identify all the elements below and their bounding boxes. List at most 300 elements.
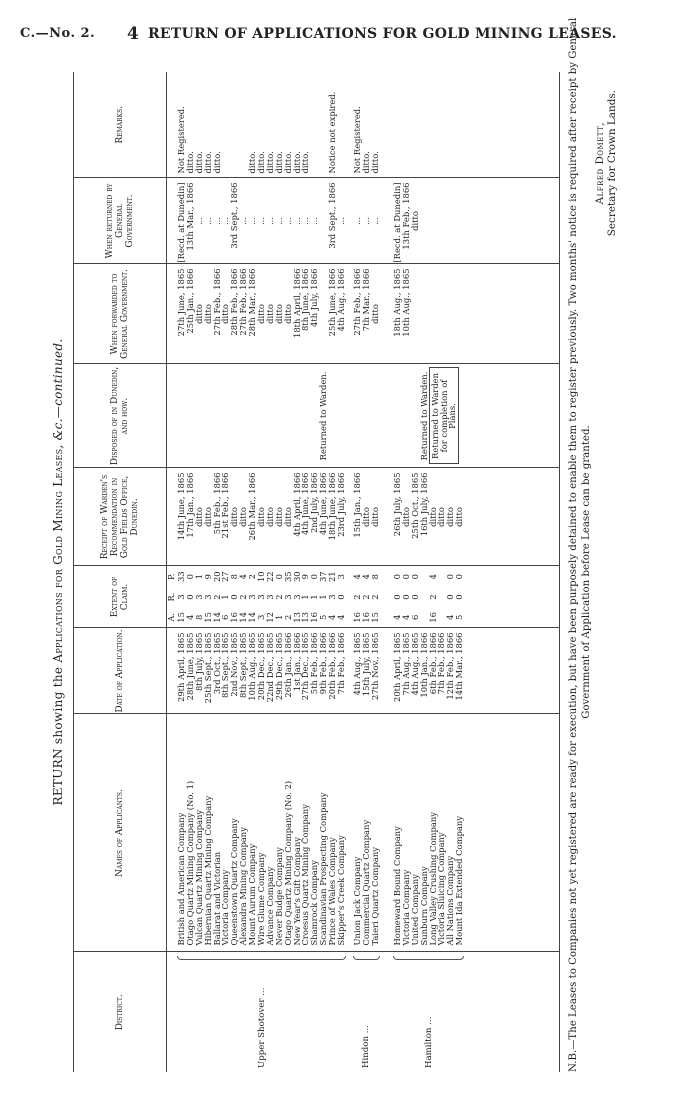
date-cell	[167, 628, 560, 714]
forwarded-date: ditto	[264, 304, 275, 324]
claim-p: 0	[273, 574, 284, 580]
warden-receipt-date: ditto	[264, 507, 275, 527]
claim-p: 0	[454, 574, 465, 580]
claim-r: 0	[454, 594, 465, 600]
applicant-name: Croesus Quartz Mining Company	[300, 804, 311, 946]
rem-block	[393, 72, 464, 178]
remark	[446, 72, 455, 178]
rec-block	[177, 469, 346, 566]
warden-receipt-date: 26th July, 1865	[392, 472, 402, 537]
claim-p: 30	[291, 571, 302, 583]
application-date: 7th Aug., 1865	[400, 632, 411, 696]
claim-a: 5	[454, 614, 465, 621]
claim-r: 2	[369, 594, 380, 600]
applicant-name: Victoria Company	[220, 869, 231, 946]
applicant-name: Never Budge Company	[273, 847, 284, 946]
application-date: 8th July, 1865	[193, 632, 204, 691]
claim-a: 15	[369, 612, 380, 623]
claim-a: 15	[202, 612, 213, 623]
claim-r: 0	[229, 594, 240, 600]
ret-block	[177, 179, 346, 264]
forwarded-date: ditto	[202, 304, 213, 324]
rec-block	[353, 469, 380, 566]
application-date: 12th Feb., 1866	[445, 632, 456, 700]
returned-date	[446, 179, 455, 264]
remark	[221, 72, 230, 178]
applicant-name: Victoria Sluicing Company	[436, 832, 447, 946]
forwarded-date: ditto	[282, 304, 293, 324]
applicant-name: All Nations Company	[445, 855, 456, 946]
application-date: 1st Jan., 1866	[291, 632, 302, 692]
claim-p: 20	[211, 571, 222, 583]
claim-r: 3	[327, 594, 338, 600]
returned-date: ...	[291, 217, 302, 225]
applicant-name: Vulcan Quartz Mining Company	[193, 809, 204, 946]
unit-r: R.	[167, 592, 176, 602]
warden-receipt-date: 25th Oct., 1865	[409, 472, 420, 539]
warden-receipt-date: 4th June, 1866	[300, 472, 311, 535]
returned-date: ...	[300, 217, 311, 225]
caption-main: Applications for Gold Mining Leases	[51, 448, 65, 663]
returned-date: ...	[336, 217, 347, 225]
claim-r: 3	[256, 594, 267, 600]
forwarded-date: ditto	[220, 304, 231, 324]
application-date: 8th Sept., 1865	[238, 632, 249, 698]
footnote	[568, 17, 593, 1072]
claim-p: 22	[264, 571, 275, 583]
application-date: 7th Feb., 1866	[336, 632, 347, 695]
forwarded-date	[429, 265, 438, 364]
district-brace	[177, 957, 346, 961]
application-date: 20th Feb., 1866	[327, 632, 338, 700]
disposed-note-wrap	[420, 365, 429, 468]
extent-cell	[167, 566, 560, 628]
warden-receipt-date: ditto	[229, 507, 240, 527]
remark	[411, 72, 420, 178]
claim-r: 3	[193, 594, 204, 600]
warden-receipt-date: ditto	[454, 507, 465, 527]
claim-a: 14	[238, 612, 249, 623]
returned-date: ...	[360, 217, 371, 225]
returned-date: ...	[193, 217, 204, 225]
remark: ditto.	[291, 151, 302, 174]
page-header	[20, 26, 680, 48]
disposed-note: Returned to Warden.	[418, 371, 429, 461]
returned-date: ...	[220, 217, 231, 225]
applicant-name: Victoria Company	[400, 869, 411, 946]
receipt-cell	[167, 468, 560, 566]
claim-extent	[411, 567, 420, 628]
returned-date	[455, 179, 464, 264]
forwarded-date: 25th June, 1866	[327, 268, 338, 337]
col-names: Names of Applicants.	[74, 714, 167, 952]
applicant-name: Alexandra Mining Company	[238, 827, 249, 946]
forwarded-date: 10th Aug., 1865	[400, 268, 411, 337]
disposed-note: Returned to Warden.	[318, 371, 329, 461]
applicant-name: Hibernian Quartz Mining Company	[202, 795, 213, 946]
remark: ditto.	[211, 151, 222, 174]
claim-a: 4	[184, 614, 195, 621]
date-block	[393, 629, 464, 714]
applicant-name: Union Jack Company	[352, 856, 362, 946]
claim-a: 13	[300, 612, 311, 623]
forwarded-date: ditto	[193, 304, 204, 324]
claim-a: 15	[176, 612, 186, 623]
col-returned: When returned by General Government.	[74, 178, 167, 264]
claim-r: 3	[247, 594, 258, 600]
claim-p: 3	[336, 574, 347, 580]
claim-a: 14	[211, 612, 222, 623]
warden-receipt-date: 14th June, 1865	[176, 472, 186, 541]
application-date: 8th Sept., 1865	[220, 632, 231, 698]
signature	[594, 90, 618, 236]
forwarded-date: ditto	[369, 304, 380, 324]
names-block	[177, 715, 346, 952]
claim-p: 8	[229, 574, 240, 580]
application-date: 9th Feb., 1866	[318, 632, 329, 695]
applicant-name: Taieri Quartz Company	[369, 847, 380, 946]
district-name: Hamilton ...	[423, 1016, 434, 1068]
signature-title: Secretary for Crown Lands.	[606, 90, 618, 237]
claim-a: 5	[318, 614, 329, 621]
application-date: 29th April, 1865	[176, 632, 186, 702]
claim-a: 4	[336, 614, 347, 621]
forwarded-date	[420, 265, 429, 364]
signature-name: Alfred Domett,	[594, 121, 606, 205]
disposed-cell	[167, 364, 560, 468]
unit-p: P.	[167, 573, 176, 580]
claim-p: 1	[193, 574, 204, 580]
remark: Not Registered.	[176, 106, 186, 174]
claim-a: 6	[409, 614, 420, 621]
remark	[393, 72, 402, 178]
remark	[402, 72, 411, 178]
table-body-row	[167, 72, 560, 1072]
claim-r: 2	[427, 594, 438, 600]
col-extent-label: Extent of Claim.	[110, 576, 130, 618]
forwarded-date: 18th Aug., 1865	[392, 268, 402, 337]
warden-receipt-date: ditto	[400, 507, 411, 527]
rec-block	[393, 469, 464, 566]
remarks-cell	[167, 72, 560, 178]
remark: ditto.	[273, 151, 284, 174]
returned-cell	[167, 178, 560, 264]
applicant-name: United Company	[409, 874, 420, 946]
returned-date: ...	[282, 217, 293, 225]
col-forwarded: When forwarded to General Government.	[74, 264, 167, 364]
claim-a: 6	[220, 614, 231, 621]
claim-p: 2	[247, 574, 258, 580]
application-date: 7th Feb., 1866	[436, 632, 447, 695]
returned-date: ...	[238, 217, 249, 225]
claim-p: 4	[238, 574, 249, 580]
applicant-name: Otago Quartz Mining Company (No. 1)	[184, 780, 195, 946]
application-date: 2nd Nov., 1865	[229, 632, 240, 697]
application-date: 25th Sept., 1865	[202, 632, 213, 704]
remark: ditto.	[300, 151, 311, 174]
claim-block	[393, 567, 464, 628]
claim-r: 1	[300, 594, 311, 600]
remark: ditto.	[264, 151, 275, 174]
returned-date: ...	[352, 217, 362, 225]
remark	[429, 72, 438, 178]
claim-p: 0	[445, 574, 456, 580]
claim-r: 3	[264, 594, 275, 600]
returned-date: ...	[247, 217, 258, 225]
applicant-name: Ballarat and Victorian	[211, 851, 222, 946]
warden-receipt-date: ditto	[436, 507, 447, 527]
names-block	[353, 715, 380, 952]
claim-r: 0	[400, 594, 411, 600]
warden-receipt-date: 16th July, 1866	[418, 472, 429, 537]
warden-receipt-date: ditto	[202, 507, 213, 527]
warden-receipt-date: ditto	[360, 507, 371, 527]
district-cell	[167, 952, 560, 1072]
applicant-name: Otago Quartz Mining Company (No. 2)	[282, 780, 293, 946]
claim-p: 8	[369, 574, 380, 580]
applicant-name: New Year's Gift Company	[291, 837, 302, 946]
claim-r: 0	[445, 594, 456, 600]
remark	[455, 72, 464, 178]
forwarded-date: 27th Feb., 1866	[352, 268, 362, 336]
application-date: 5th Feb., 1866	[309, 632, 320, 695]
footnote-line-2: Government of Application before Lease can be granted.	[580, 425, 592, 719]
warden-receipt-date: 17th Jan., 1866	[184, 472, 195, 538]
claim-p: 0	[309, 574, 320, 580]
claim-a: 4	[327, 614, 338, 621]
claim-r: 0	[409, 594, 420, 600]
forwarded-date: 18th April, 1866	[291, 268, 302, 338]
remark: ditto.	[184, 151, 195, 174]
disposed-note-wrap	[319, 365, 328, 468]
claim-a: 16	[309, 612, 320, 623]
forwarded-date	[446, 265, 455, 364]
fwd-block	[393, 265, 464, 364]
applicant-name: Prince of Wales Company	[327, 837, 338, 946]
application-date: 28th June, 1865	[184, 632, 195, 701]
claim-extent	[455, 567, 464, 628]
returned-date	[429, 179, 438, 264]
applicant-name: Homeward Bound Company	[392, 826, 402, 946]
application-date: 10th Jan., 1866	[418, 632, 429, 698]
claim-p: 0	[409, 574, 420, 580]
document-code: C.—No. 2.	[20, 26, 96, 41]
forwarded-date: 8th June, 1866	[300, 268, 311, 331]
col-disposed: Disposed of in Dunedin, and how.	[74, 364, 167, 468]
applicant-name: Wire Glume Company	[256, 852, 267, 946]
claim-r: 3	[291, 594, 302, 600]
district-brace	[353, 957, 380, 961]
claim-p: 4	[360, 574, 371, 580]
warden-receipt-date: ditto	[193, 507, 204, 527]
forwarded-date: 4th Aug., 1866	[336, 268, 347, 332]
remark: ditto.	[369, 151, 380, 174]
applicant-name: Shamrock Company	[309, 860, 320, 946]
claim-p: 4	[427, 574, 438, 580]
returned-date: ...	[256, 217, 267, 225]
applicant-name: Scandinavian Prospecting Company	[318, 792, 329, 946]
returned-date: 3rd Sept., 1866	[229, 182, 240, 249]
warden-receipt-date: 26th Mar., 1866	[247, 472, 258, 541]
caption-suffix: , &c.—continued.	[51, 338, 65, 449]
page-title: RETURN OF APPLICATIONS FOR GOLD MINING LEASES.	[148, 26, 617, 42]
claim-p: 9	[300, 574, 311, 580]
district-brace	[393, 957, 464, 961]
claim-r: 2	[360, 594, 371, 600]
warden-receipt-date: ditto	[256, 507, 267, 527]
disposed-note-wrap	[429, 368, 460, 465]
claim-a: 3	[256, 614, 267, 621]
application-date: 20th April, 1865	[392, 632, 402, 702]
claim-a: 12	[264, 612, 275, 623]
warden-receipt-date: 2nd July, 1866	[309, 472, 320, 533]
claim-block	[353, 567, 380, 628]
forwarded-date: ditto	[256, 304, 267, 324]
forwarded-date: 28th Feb., 1866	[229, 268, 240, 336]
claim-a: 13	[291, 612, 302, 623]
district-name: Upper Shotover ...	[256, 987, 267, 1068]
claim-a: 2	[282, 614, 293, 621]
claim-r: 3	[176, 594, 186, 600]
claim-p: 10	[256, 571, 267, 583]
claim-a: 4	[392, 614, 402, 621]
fwd-block	[353, 265, 380, 364]
claim-r: 1	[318, 594, 329, 600]
claim-extent	[337, 567, 346, 628]
claim-p: 0	[184, 574, 195, 580]
warden-receipt-date: ditto	[238, 507, 249, 527]
returned-date: ...	[264, 217, 275, 225]
warden-receipt-date: ditto	[445, 507, 456, 527]
remark: ditto.	[360, 151, 371, 174]
warden-receipt-date: 4th June, 1866	[318, 472, 329, 535]
names-cell	[167, 714, 560, 952]
forwarded-date	[411, 265, 420, 364]
claim-r: 2	[211, 594, 222, 600]
forwarded-cell	[167, 264, 560, 364]
col-receipt: Receipt of Warden's Recommendation in Gold Fields Office, Dunedin.	[74, 468, 167, 566]
remark: Notice not expired.	[327, 91, 338, 174]
claim-r: 0	[184, 594, 195, 600]
warden-receipt-date: 15th Jan., 1866	[352, 472, 362, 538]
claim-r: 1	[309, 594, 320, 600]
claim-r: 0	[336, 594, 347, 600]
remark	[420, 72, 429, 178]
names-block	[393, 715, 464, 952]
claim-block	[177, 567, 346, 628]
application-date: 27th Nov., 1865	[369, 632, 380, 700]
claim-p: 35	[282, 571, 293, 583]
returned-date: ...	[211, 217, 222, 225]
returned-date: [Recd. at Dunedin]	[392, 182, 402, 263]
remark: ditto.	[247, 151, 258, 174]
claim-a: 4	[445, 614, 456, 621]
claim-a: 16	[352, 612, 362, 623]
forwarded-date: 7th Mar., 1866	[360, 268, 371, 332]
forwarded-date: 27th June, 1865	[176, 268, 186, 337]
claim-p: 0	[392, 574, 402, 580]
application-date: 14th Mar., 1866	[454, 632, 465, 701]
remark: ditto.	[202, 151, 213, 174]
claim-p: 27	[220, 571, 231, 583]
claim-r: 2	[352, 594, 362, 600]
application-date: 27th Dec., 1865	[300, 632, 311, 701]
disposed-note: Returned to Warden for completion of Plans.	[429, 372, 458, 460]
claim-a: 8	[193, 614, 204, 621]
applicant-name: Sunburn Company	[418, 866, 429, 946]
col-extent	[74, 566, 167, 628]
remark: Not Registered.	[352, 106, 362, 174]
warden-receipt-date: 4th April, 1866	[291, 472, 302, 537]
claim-a: 16	[427, 612, 438, 623]
claim-p: 21	[327, 571, 338, 583]
col-remarks: Remarks.	[74, 72, 167, 178]
unit-a: A.	[167, 613, 176, 622]
applicant-name: British and American Company	[176, 812, 186, 946]
application-date: 15th July, 1865	[360, 632, 371, 697]
warden-receipt-date: 18th June, 1866	[327, 472, 338, 541]
claim-p: 4	[352, 574, 362, 580]
rem-block	[177, 72, 346, 178]
claim-p: 9	[202, 574, 213, 580]
remark: ditto.	[256, 151, 267, 174]
applicant-name: Mount Ida Extended Company	[454, 815, 465, 946]
application-date: 22nd Dec., 1865	[264, 632, 275, 703]
application-date: 20th Dec., 1865	[256, 632, 267, 701]
warden-receipt-date: 23rd July, 1866	[336, 472, 347, 537]
remark: ditto.	[193, 151, 204, 174]
district-name: Hindon ...	[361, 1025, 372, 1068]
footnote-line-1: N.B.—The Leases to Companies not yet registered are ready for execution, but have been purposely detained to enable them to register previously. Two months' notice is required after receipt by General	[568, 17, 579, 1072]
caption-prefix: RETURN showing the	[51, 662, 65, 806]
claim-r: 2	[238, 594, 249, 600]
returned-date: ...	[202, 217, 213, 225]
forwarded-date	[437, 265, 446, 364]
returned-date: [Recd. at Dunedin]	[176, 182, 186, 263]
warden-receipt-date: 5th Feb., 1866	[211, 472, 222, 535]
date-block	[177, 629, 346, 714]
application-date: 3rd Oct., 1865	[211, 632, 222, 695]
applicant-name: Skipper's Creek Company	[336, 835, 347, 946]
ret-block	[353, 179, 380, 264]
application-date: 26th Jan., 1866	[282, 632, 293, 698]
col-district: District.	[74, 952, 167, 1072]
applicant-name: Commercial Quartz Company	[360, 819, 371, 946]
date-block	[353, 629, 380, 714]
forwarded-date: 25th Jan., 1866	[184, 268, 195, 334]
returned-date: 3rd Sept., 1866	[327, 182, 338, 249]
claim-r: 1	[220, 594, 231, 600]
claim-p: 33	[176, 571, 186, 583]
page-number: 4	[127, 24, 139, 44]
application-date: 6th Feb., 1866	[427, 632, 438, 695]
returned-date: ...	[273, 217, 284, 225]
forwarded-date: 27th Feb., 1866	[211, 268, 222, 336]
applicant-name: Mount Aurum Company	[247, 843, 258, 946]
returned-date: 13th Mar., 1866	[184, 182, 195, 251]
claim-r: 3	[282, 594, 293, 600]
returned-date	[420, 179, 429, 264]
application-date: 10th Aug., 1865	[247, 632, 258, 701]
claim-a: 16	[360, 612, 371, 623]
rem-block	[353, 72, 380, 178]
claim-r: 0	[392, 594, 402, 600]
application-date: 4th Aug., 1865	[409, 632, 420, 696]
forwarded-date	[455, 265, 464, 364]
claim-r: 2	[273, 594, 284, 600]
claim-p: 37	[318, 571, 329, 583]
claim-p: 0	[400, 574, 411, 580]
